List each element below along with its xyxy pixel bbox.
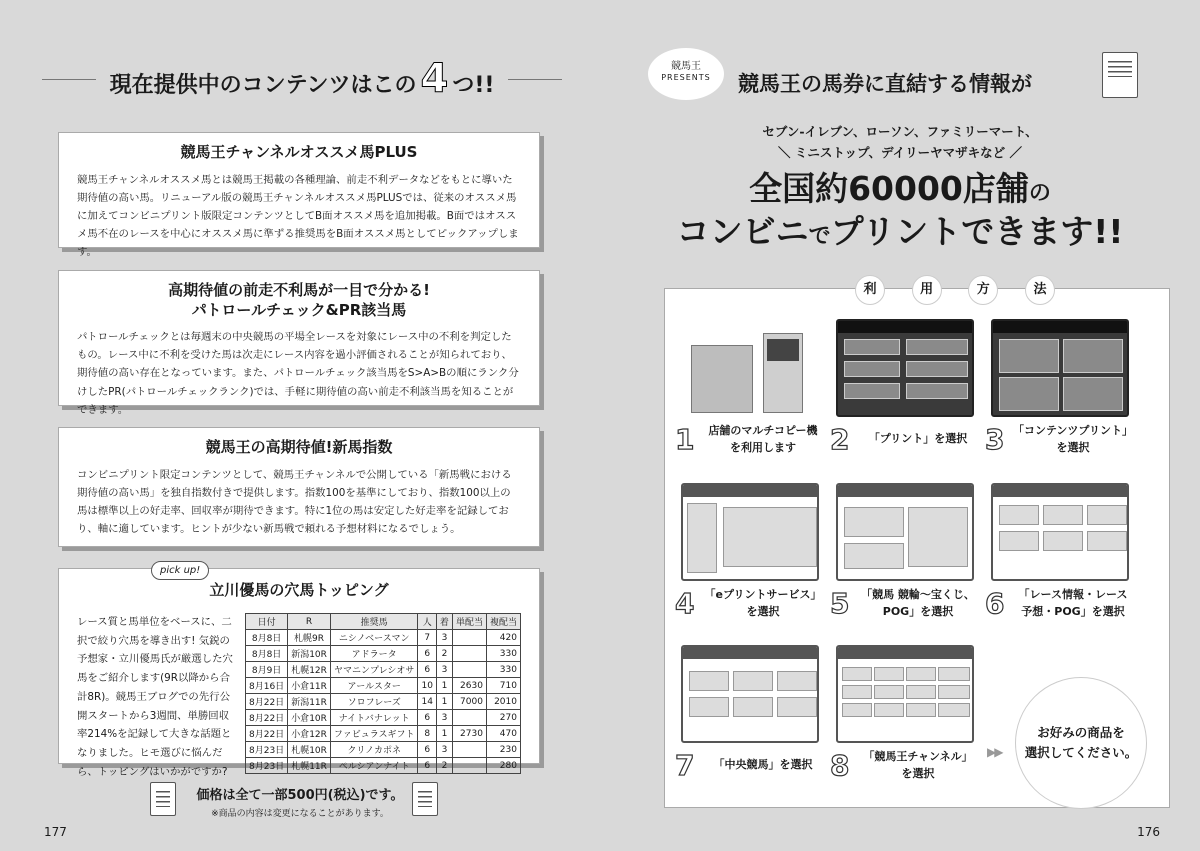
step-number: 8 [830,749,850,782]
catch-text: コンビニ [676,211,809,251]
step-number: 2 [830,423,850,456]
step-7 [675,645,825,782]
arrow-icon: ▶▶ [987,745,1002,759]
table-cell: 470 [486,726,520,742]
table-cell: 8月16日 [246,678,288,694]
table-row [246,662,521,678]
table-cell [452,646,486,662]
screen-menu [836,319,974,417]
step-number: 4 [675,587,695,620]
box-title: 競馬王チャンネルオススメ馬PLUS [180,143,418,161]
table-cell: 1 [436,678,452,694]
table-header-cell: 着 [436,614,452,630]
table-header-cell: R [288,614,331,630]
step-caption [856,749,980,782]
price-note: ※商品の内容は変更になることがあります。 [211,809,389,819]
bubble-text: 選択してください。 [1024,745,1138,760]
step-text: を利用します [730,440,796,454]
table-cell: 270 [486,710,520,726]
topping-intro: レース質と馬単位をベースに、二択で絞り穴馬を導き出す! 気鋭の予想家・立川優馬氏が厳選した穴馬をご紹介します(9R以降から合計8R)。競馬王ブログでの先行公開スタートから3週間、単勝回収率214%を記録して大きな話題となりました。ヒモ選びに悩んだら、トッピングはいかがですか? [77,616,233,778]
copy-machine-image [681,319,819,417]
table-cell: 6 [418,710,436,726]
step-text: 「競馬 競輪〜宝くじ、 [861,588,975,601]
divider [42,79,96,80]
step-8 [830,645,980,782]
table-cell: 8月22日 [246,726,288,742]
table-row [246,710,521,726]
table-cell [452,630,486,646]
usage-char: 方 [968,275,998,305]
table-cell: 札幌9R [288,630,331,646]
table-header-cell: 人 [418,614,436,630]
screen-race-info [991,483,1129,581]
table-cell: ソロフレーズ [330,694,418,710]
table-cell: 札幌10R [288,742,331,758]
step-number: 7 [675,749,695,782]
table-body [246,630,521,774]
table-cell: 280 [486,758,520,774]
screen-content-print [681,483,819,581]
store-list-line: セブン-イレブン、ローソン、ファミリーマート、 [762,124,1038,139]
store-list [600,122,1200,163]
table-row [246,678,521,694]
screen-keibaou-channel [836,645,974,743]
table-cell: 2630 [452,678,486,694]
usage-title [855,275,1055,305]
usage-char: 利 [855,275,885,305]
usage-char: 法 [1025,275,1055,305]
table-header-cell: 単配当 [452,614,486,630]
step-caption [856,587,980,620]
step-text: 店舗のマルチコピー機 [708,424,818,437]
table-cell: ペルシアンナイト [330,758,418,774]
content-box-patrol [58,270,540,416]
box-title-line: 高期待値の前走不利馬が一目で分かる! [168,281,430,299]
presents-brand: 競馬王 [671,61,701,72]
step-text: 「コンテンツプリント」 [1012,424,1133,437]
table-cell: 3 [436,742,452,758]
price-text: 価格は全て一部500円(税込)です。 [196,788,404,803]
contents-title [96,56,509,102]
table-cell: 6 [418,662,436,678]
table-cell: 8月23日 [246,758,288,774]
step-number: 6 [985,587,1005,620]
table-cell: 230 [486,742,520,758]
table-cell: 3 [436,630,452,646]
catch-particle: で [808,223,831,249]
step-text: を選択 [901,766,935,780]
choose-bubble [1015,677,1147,809]
divider [508,79,562,80]
box-title: 立川優馬の穴馬トッピング [209,581,389,599]
step-number: 5 [830,587,850,620]
presents-label: PRESENTS [661,73,711,82]
box-body: 競馬王チャンネルオススメ馬とは競馬王掲載の各種理論、前走不利データなどをもとに導いた期待値の高い馬。リニューアル版の競馬王チャンネルオススメ馬PLUSでは、従来のオススメ馬に加えてコンビニプリント版限定コンテンツとしてB面オススメ馬を追加掲載。B面ではオススメ馬不在のレースを中心にオススメ馬に準ずる推奨馬をB面オススメ馬としてピックアップします。 [77,173,519,259]
contents-header [42,56,562,102]
table-cell: 8月22日 [246,710,288,726]
table-cell [452,662,486,678]
table-cell: 新潟11R [288,694,331,710]
step-caption [1011,587,1135,620]
table-cell: ナイトバナレット [330,710,418,726]
table-cell: 6 [418,742,436,758]
table-cell [452,758,486,774]
box-title: 競馬王の高期待値!新馬指数 [205,438,393,456]
table-cell: 8月8日 [246,646,288,662]
table-cell: アドラータ [330,646,418,662]
pick-up-badge: pick up! [151,561,209,580]
price-info [0,784,600,819]
content-box-shinba [58,427,540,547]
table-cell: 10 [418,678,436,694]
bubble-text: お好みの商品を [1037,725,1125,740]
table-cell: 2730 [452,726,486,742]
table-header-cell: 複配当 [486,614,520,630]
table-row [246,726,521,742]
table-cell: 8 [418,726,436,742]
step-text: 「レース情報・レース [1018,588,1128,601]
table-cell: 330 [486,662,520,678]
step-caption [701,423,825,456]
page-number: 176 [1137,825,1160,839]
table-cell: 330 [486,646,520,662]
headline: 競馬王の馬券に直結する情報が [738,72,1032,96]
content-box-osusume [58,132,540,259]
step-number: 3 [985,423,1005,456]
box-title [77,281,521,320]
usage-panel [664,282,1170,808]
main-catch [600,168,1200,254]
catch-line-2 [600,211,1200,254]
table-header-cell: 推奨馬 [330,614,418,630]
title-suffix: つ!! [452,73,495,98]
table-cell [452,742,486,758]
table-cell: 7000 [452,694,486,710]
step-text: を選択 [746,604,780,618]
presents-badge [648,48,724,100]
table-cell: 6 [418,758,436,774]
table-row [246,630,521,646]
table-cell: 札幌12R [288,662,331,678]
usage-char: 用 [912,275,942,305]
step-3 [985,319,1135,456]
table-cell: 2 [436,758,452,774]
table-cell: ニシノベースマン [330,630,418,646]
store-list-line-2: ＼ ミニストップ、デイリーヤマザキなど ／ [778,144,1022,160]
table-cell: 6 [418,646,436,662]
table-cell: 小倉11R [288,678,331,694]
box-body: パトロールチェックとは毎週末の中央競馬の平場全レースを対象にレース中の不利を判定したもの。レース中に不利を受けた馬は次走にレース内容を過小評価されることが知られており、期待値の高い存在となっています。また、パトロールチェック該当馬をS>A>Bの順にランク分けしたPR(パトロールチェックランク)では、手軽に期待値の高い前走不利該当馬を知ることができます。 [77,331,519,416]
step-1 [675,319,825,456]
table-cell: 2 [436,646,452,662]
catch-line-1 [600,168,1200,211]
table-cell: ファビュラスギフト [330,726,418,742]
step-2 [830,319,980,456]
store-list-line: ミニストップ、デイリーヤマザキなど [794,144,1006,160]
box-body: コンビニプリント限定コンテンツとして、競馬王チャンネルで公開している「新馬戦における期待値の高い馬」を独自指数付きで提供します。指数100を基準にしており、指数100以上の馬は標準以上の好走率、回収率が期待できます。特に1位の馬は安定した好走率を記録しており、軸に適しています。ヒントが少ない新馬戦で頼れる予想材料になるでしょう。 [77,468,512,536]
table-cell: 新潟10R [288,646,331,662]
table-cell: 7 [418,630,436,646]
topping-table [245,613,521,774]
step-caption: 「中央競馬」を選択 [713,758,813,772]
content-box-topping [58,565,540,778]
table-cell: 小倉10R [288,710,331,726]
screen-print-menu [991,319,1129,417]
table-cell: 8月22日 [246,694,288,710]
table-cell: 710 [486,678,520,694]
table-cell: 1 [436,726,452,742]
catch-text: 全国約60000店舗 [749,169,1029,208]
catch-particle: の [1028,181,1051,206]
title-text: 現在提供中のコンテンツはこの [109,73,417,98]
table-header-cell: 日付 [246,614,288,630]
table-cell: 1 [436,694,452,710]
step-caption [701,587,825,620]
table-row [246,646,521,662]
table-cell: 札幌11R [288,758,331,774]
table-cell: 8月8日 [246,630,288,646]
table-cell: 14 [418,694,436,710]
table-row [246,742,521,758]
page-number: 177 [44,825,67,839]
table-cell: 3 [436,710,452,726]
step-6 [985,483,1135,620]
table-row [246,758,521,774]
step-5 [830,483,980,620]
table-cell [452,710,486,726]
table-cell: 2010 [486,694,520,710]
step-number: 1 [675,423,695,456]
step-caption: 「プリント」を選択 [868,432,968,446]
step-4 [675,483,825,620]
step-text: 予想・POG」を選択 [1021,604,1125,618]
title-number: 4 [420,56,449,102]
table-cell: ヤマニンプレシオサ [330,662,418,678]
table-row [246,694,521,710]
table-cell: 3 [436,662,452,678]
table-cell: 8月23日 [246,742,288,758]
right-page [600,0,1200,851]
box-title-line: パトロールチェック&PR該当馬 [191,300,407,319]
table-cell: 420 [486,630,520,646]
step-text: 「競馬王チャンネル」 [863,750,973,763]
table-cell: 小倉12R [288,726,331,742]
screen-chuo-keiba [681,645,819,743]
step-caption [1011,423,1135,456]
table-header-row [246,614,521,630]
step-text: POG」を選択 [882,604,954,618]
catch-text: プリントできます!! [830,211,1124,251]
step-text: を選択 [1056,440,1090,454]
screen-eprint-service [836,483,974,581]
table-cell: アールスター [330,678,418,694]
table-cell: クリノカポネ [330,742,418,758]
step-text: 「eプリントサービス」 [704,588,822,601]
document-icon [1102,52,1138,98]
table-cell: 8月9日 [246,662,288,678]
